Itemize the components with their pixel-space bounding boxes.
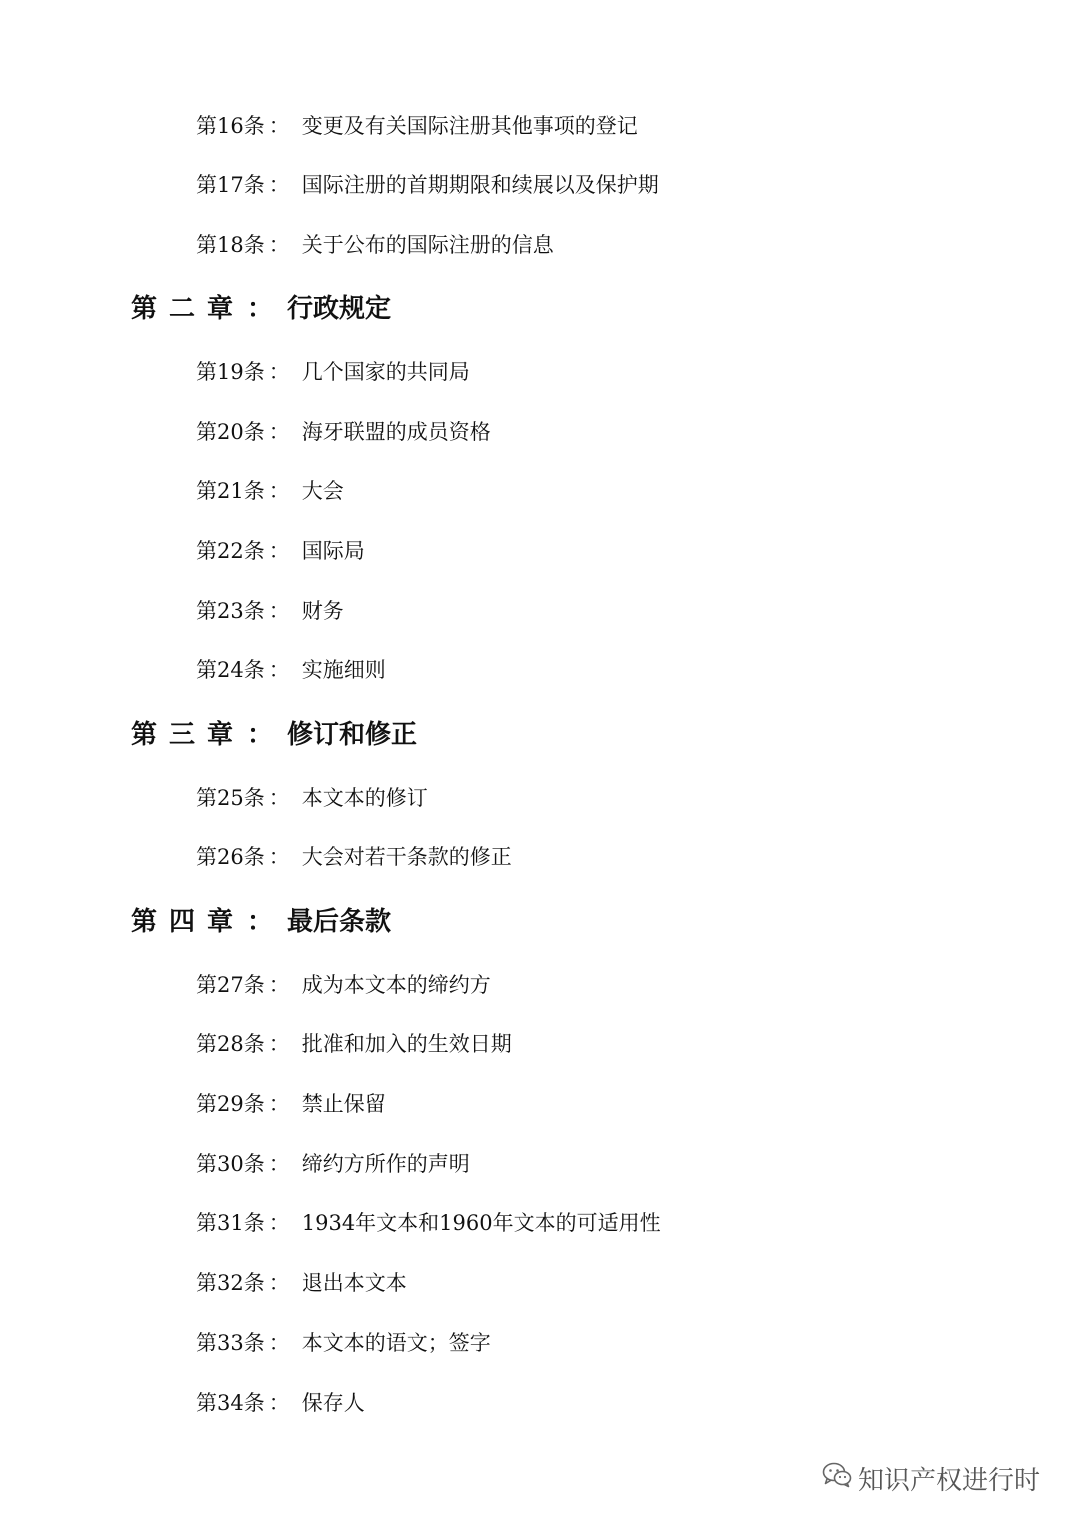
article-title: 财务 [301, 599, 344, 623]
article-16 [196, 116, 638, 137]
article-26 [196, 847, 512, 868]
watermark-text: 知识产权进行时 [858, 1465, 1041, 1496]
article-title: 批准和加入的生效日期 [301, 1032, 512, 1056]
article-title: 关于公布的国际注册的信息 [301, 233, 554, 257]
wechat-icon [822, 1461, 858, 1496]
separator: ： [247, 907, 274, 937]
article-title: 禁止保留 [301, 1092, 386, 1116]
article-number: 第28条 [196, 1032, 265, 1056]
article-title: 大会对若干条款的修正 [301, 845, 512, 869]
article-29 [196, 1094, 386, 1115]
article-23 [196, 601, 344, 622]
article-32 [196, 1273, 407, 1294]
chapter-4-heading [131, 909, 391, 935]
article-number: 第22条 [196, 539, 265, 563]
article-number: 第18条 [196, 233, 265, 257]
separator: ： [268, 114, 290, 138]
separator: ： [268, 1391, 290, 1415]
article-25 [196, 788, 428, 809]
article-number: 第34条 [196, 1391, 265, 1415]
separator: ： [268, 479, 290, 503]
article-number: 第17条 [196, 173, 265, 197]
separator: ： [268, 1211, 290, 1235]
article-title: 大会 [301, 479, 344, 503]
wechat-watermark [822, 1458, 1040, 1498]
article-number: 第19条 [196, 360, 265, 384]
article-number: 第27条 [196, 973, 265, 997]
article-title: 海牙联盟的成员资格 [301, 420, 491, 444]
separator: ： [268, 1032, 290, 1056]
article-number: 第29条 [196, 1092, 265, 1116]
article-title: 保存人 [301, 1391, 365, 1415]
article-title: 实施细则 [301, 658, 386, 682]
chapter-title: 修订和修正 [287, 720, 418, 750]
chapter-number: 第四章 [131, 907, 246, 937]
article-22 [196, 541, 365, 562]
separator: ： [268, 599, 290, 623]
article-number: 第23条 [196, 599, 265, 623]
article-17 [196, 175, 659, 196]
article-title: 1934年文本和1960年文本的可适用性 [301, 1211, 661, 1235]
separator: ： [268, 360, 290, 384]
separator: ： [268, 973, 290, 997]
separator: ： [268, 786, 290, 810]
article-title: 退出本文本 [301, 1271, 407, 1295]
separator: ： [268, 1092, 290, 1116]
separator: ： [247, 294, 274, 324]
article-number: 第31条 [196, 1211, 265, 1235]
separator: ： [268, 1331, 290, 1355]
article-title: 国际注册的首期期限和续展以及保护期 [301, 173, 659, 197]
article-18 [196, 235, 554, 256]
article-title: 本文本的语文；签字 [301, 1331, 491, 1355]
article-number: 第16条 [196, 114, 265, 138]
article-28 [196, 1034, 512, 1055]
separator: ： [268, 1271, 290, 1295]
chapter-title: 最后条款 [287, 907, 392, 937]
article-number: 第21条 [196, 479, 265, 503]
article-number: 第25条 [196, 786, 265, 810]
article-number: 第30条 [196, 1152, 265, 1176]
article-30 [196, 1154, 470, 1175]
separator: ： [268, 539, 290, 563]
separator: ： [268, 658, 290, 682]
article-24 [196, 660, 386, 681]
article-27 [196, 975, 491, 996]
chapter-title: 行政规定 [287, 294, 392, 324]
article-number: 第33条 [196, 1331, 265, 1355]
article-21 [196, 481, 344, 502]
article-31 [196, 1213, 661, 1234]
article-title: 国际局 [301, 539, 365, 563]
article-34 [196, 1393, 365, 1414]
article-title: 成为本文本的缔约方 [301, 973, 491, 997]
article-number: 第32条 [196, 1271, 265, 1295]
article-title: 缔约方所作的声明 [301, 1152, 470, 1176]
chapter-number: 第三章 [131, 720, 246, 750]
separator: ： [268, 1152, 290, 1176]
article-number: 第24条 [196, 658, 265, 682]
separator: ： [247, 720, 274, 750]
separator: ： [268, 420, 290, 444]
chapter-2-heading [131, 296, 391, 322]
article-33 [196, 1333, 491, 1354]
article-title: 几个国家的共同局 [301, 360, 470, 384]
article-number: 第20条 [196, 420, 265, 444]
article-20 [196, 422, 491, 443]
chapter-3-heading [131, 722, 417, 748]
separator: ： [268, 233, 290, 257]
article-number: 第26条 [196, 845, 265, 869]
chapter-number: 第二章 [131, 294, 246, 324]
article-title: 变更及有关国际注册其他事项的登记 [301, 114, 638, 138]
separator: ： [268, 845, 290, 869]
separator: ： [268, 173, 290, 197]
article-19 [196, 362, 470, 383]
article-title: 本文本的修订 [301, 786, 428, 810]
